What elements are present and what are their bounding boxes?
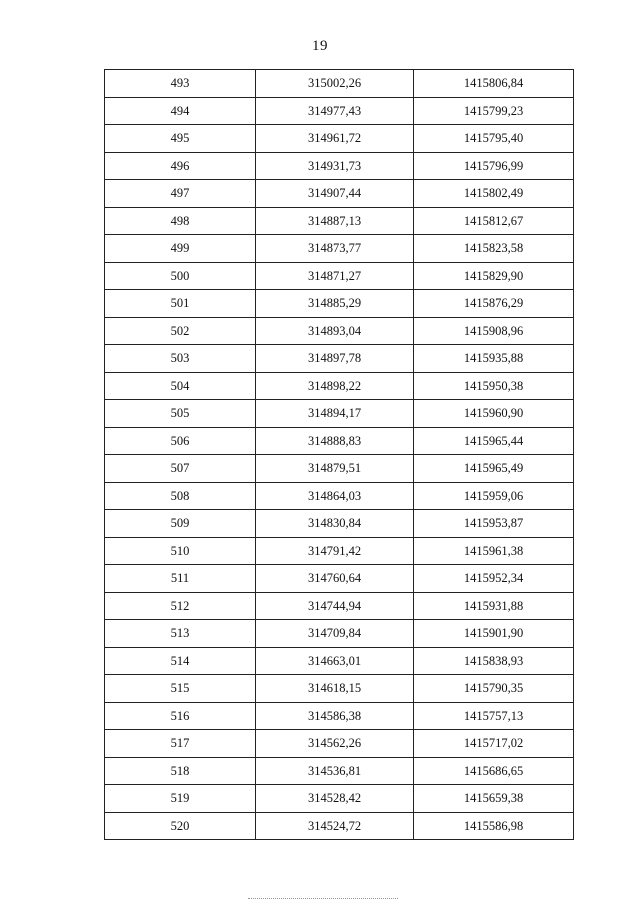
y-coordinate-cell: 1415795,40 (414, 125, 574, 153)
point-number-cell: 512 (105, 592, 256, 620)
table-row (105, 537, 574, 565)
x-coordinate-cell: 314887,13 (256, 207, 414, 235)
x-coordinate-cell: 314528,42 (256, 785, 414, 813)
x-coordinate-cell: 314871,27 (256, 262, 414, 290)
x-coordinate-cell: 314931,73 (256, 152, 414, 180)
point-number-cell: 501 (105, 290, 256, 318)
point-number-cell: 499 (105, 235, 256, 263)
point-number-cell: 516 (105, 702, 256, 730)
x-coordinate-cell: 314873,77 (256, 235, 414, 263)
x-coordinate-cell: 314663,01 (256, 647, 414, 675)
y-coordinate-cell: 1415960,90 (414, 400, 574, 428)
x-coordinate-cell: 314791,42 (256, 537, 414, 565)
point-number-cell: 506 (105, 427, 256, 455)
point-number-cell: 496 (105, 152, 256, 180)
table-row (105, 702, 574, 730)
point-number-cell: 503 (105, 345, 256, 373)
y-coordinate-cell: 1415757,13 (414, 702, 574, 730)
point-number-cell: 508 (105, 482, 256, 510)
table-row (105, 675, 574, 703)
x-coordinate-cell: 314879,51 (256, 455, 414, 483)
x-coordinate-cell: 314907,44 (256, 180, 414, 208)
y-coordinate-cell: 1415935,88 (414, 345, 574, 373)
table-row (105, 290, 574, 318)
point-number-cell: 504 (105, 372, 256, 400)
x-coordinate-cell: 314760,64 (256, 565, 414, 593)
y-coordinate-cell: 1415901,90 (414, 620, 574, 648)
point-number-cell: 511 (105, 565, 256, 593)
table-row (105, 812, 574, 840)
point-number-cell: 518 (105, 757, 256, 785)
bottom-divider (248, 898, 398, 899)
table-row (105, 510, 574, 538)
table-row (105, 592, 574, 620)
point-number-cell: 517 (105, 730, 256, 758)
x-coordinate-cell: 314618,15 (256, 675, 414, 703)
table-row (105, 207, 574, 235)
y-coordinate-cell: 1415686,65 (414, 757, 574, 785)
y-coordinate-cell: 1415659,38 (414, 785, 574, 813)
point-number-cell: 513 (105, 620, 256, 648)
x-coordinate-cell: 314744,94 (256, 592, 414, 620)
table-row (105, 482, 574, 510)
point-number-cell: 519 (105, 785, 256, 813)
x-coordinate-cell: 315002,26 (256, 70, 414, 98)
point-number-cell: 502 (105, 317, 256, 345)
point-number-cell: 494 (105, 97, 256, 125)
coordinates-table-body (105, 70, 574, 840)
point-number-cell: 509 (105, 510, 256, 538)
y-coordinate-cell: 1415961,38 (414, 537, 574, 565)
point-number-cell: 500 (105, 262, 256, 290)
table-row (105, 262, 574, 290)
table-row (105, 125, 574, 153)
point-number-cell: 510 (105, 537, 256, 565)
table-row (105, 647, 574, 675)
x-coordinate-cell: 314893,04 (256, 317, 414, 345)
table-row (105, 235, 574, 263)
table-row (105, 345, 574, 373)
table-row (105, 427, 574, 455)
point-number-cell: 515 (105, 675, 256, 703)
x-coordinate-cell: 314894,17 (256, 400, 414, 428)
x-coordinate-cell: 314897,78 (256, 345, 414, 373)
table-row (105, 372, 574, 400)
x-coordinate-cell: 314524,72 (256, 812, 414, 840)
table-row (105, 757, 574, 785)
y-coordinate-cell: 1415965,49 (414, 455, 574, 483)
y-coordinate-cell: 1415952,34 (414, 565, 574, 593)
point-number-cell: 520 (105, 812, 256, 840)
y-coordinate-cell: 1415790,35 (414, 675, 574, 703)
table-row (105, 180, 574, 208)
x-coordinate-cell: 314864,03 (256, 482, 414, 510)
y-coordinate-cell: 1415876,29 (414, 290, 574, 318)
y-coordinate-cell: 1415829,90 (414, 262, 574, 290)
y-coordinate-cell: 1415931,88 (414, 592, 574, 620)
y-coordinate-cell: 1415838,93 (414, 647, 574, 675)
point-number-cell: 498 (105, 207, 256, 235)
table-row (105, 565, 574, 593)
page-number: 19 (312, 38, 328, 54)
coordinates-table (104, 69, 574, 840)
table-row (105, 317, 574, 345)
x-coordinate-cell: 314562,26 (256, 730, 414, 758)
y-coordinate-cell: 1415806,84 (414, 70, 574, 98)
x-coordinate-cell: 314961,72 (256, 125, 414, 153)
y-coordinate-cell: 1415965,44 (414, 427, 574, 455)
y-coordinate-cell: 1415717,02 (414, 730, 574, 758)
table-row (105, 70, 574, 98)
y-coordinate-cell: 1415908,96 (414, 317, 574, 345)
x-coordinate-cell: 314709,84 (256, 620, 414, 648)
table-row (105, 455, 574, 483)
table-row (105, 400, 574, 428)
x-coordinate-cell: 314977,43 (256, 97, 414, 125)
point-number-cell: 497 (105, 180, 256, 208)
y-coordinate-cell: 1415799,23 (414, 97, 574, 125)
x-coordinate-cell: 314885,29 (256, 290, 414, 318)
x-coordinate-cell: 314536,81 (256, 757, 414, 785)
table-row (105, 97, 574, 125)
table-row (105, 785, 574, 813)
y-coordinate-cell: 1415950,38 (414, 372, 574, 400)
x-coordinate-cell: 314586,38 (256, 702, 414, 730)
point-number-cell: 495 (105, 125, 256, 153)
x-coordinate-cell: 314888,83 (256, 427, 414, 455)
y-coordinate-cell: 1415959,06 (414, 482, 574, 510)
point-number-cell: 507 (105, 455, 256, 483)
y-coordinate-cell: 1415812,67 (414, 207, 574, 235)
y-coordinate-cell: 1415802,49 (414, 180, 574, 208)
table-row (105, 620, 574, 648)
y-coordinate-cell: 1415953,87 (414, 510, 574, 538)
y-coordinate-cell: 1415796,99 (414, 152, 574, 180)
point-number-cell: 493 (105, 70, 256, 98)
x-coordinate-cell: 314830,84 (256, 510, 414, 538)
x-coordinate-cell: 314898,22 (256, 372, 414, 400)
table-row (105, 152, 574, 180)
y-coordinate-cell: 1415823,58 (414, 235, 574, 263)
y-coordinate-cell: 1415586,98 (414, 812, 574, 840)
point-number-cell: 505 (105, 400, 256, 428)
table-row (105, 730, 574, 758)
point-number-cell: 514 (105, 647, 256, 675)
